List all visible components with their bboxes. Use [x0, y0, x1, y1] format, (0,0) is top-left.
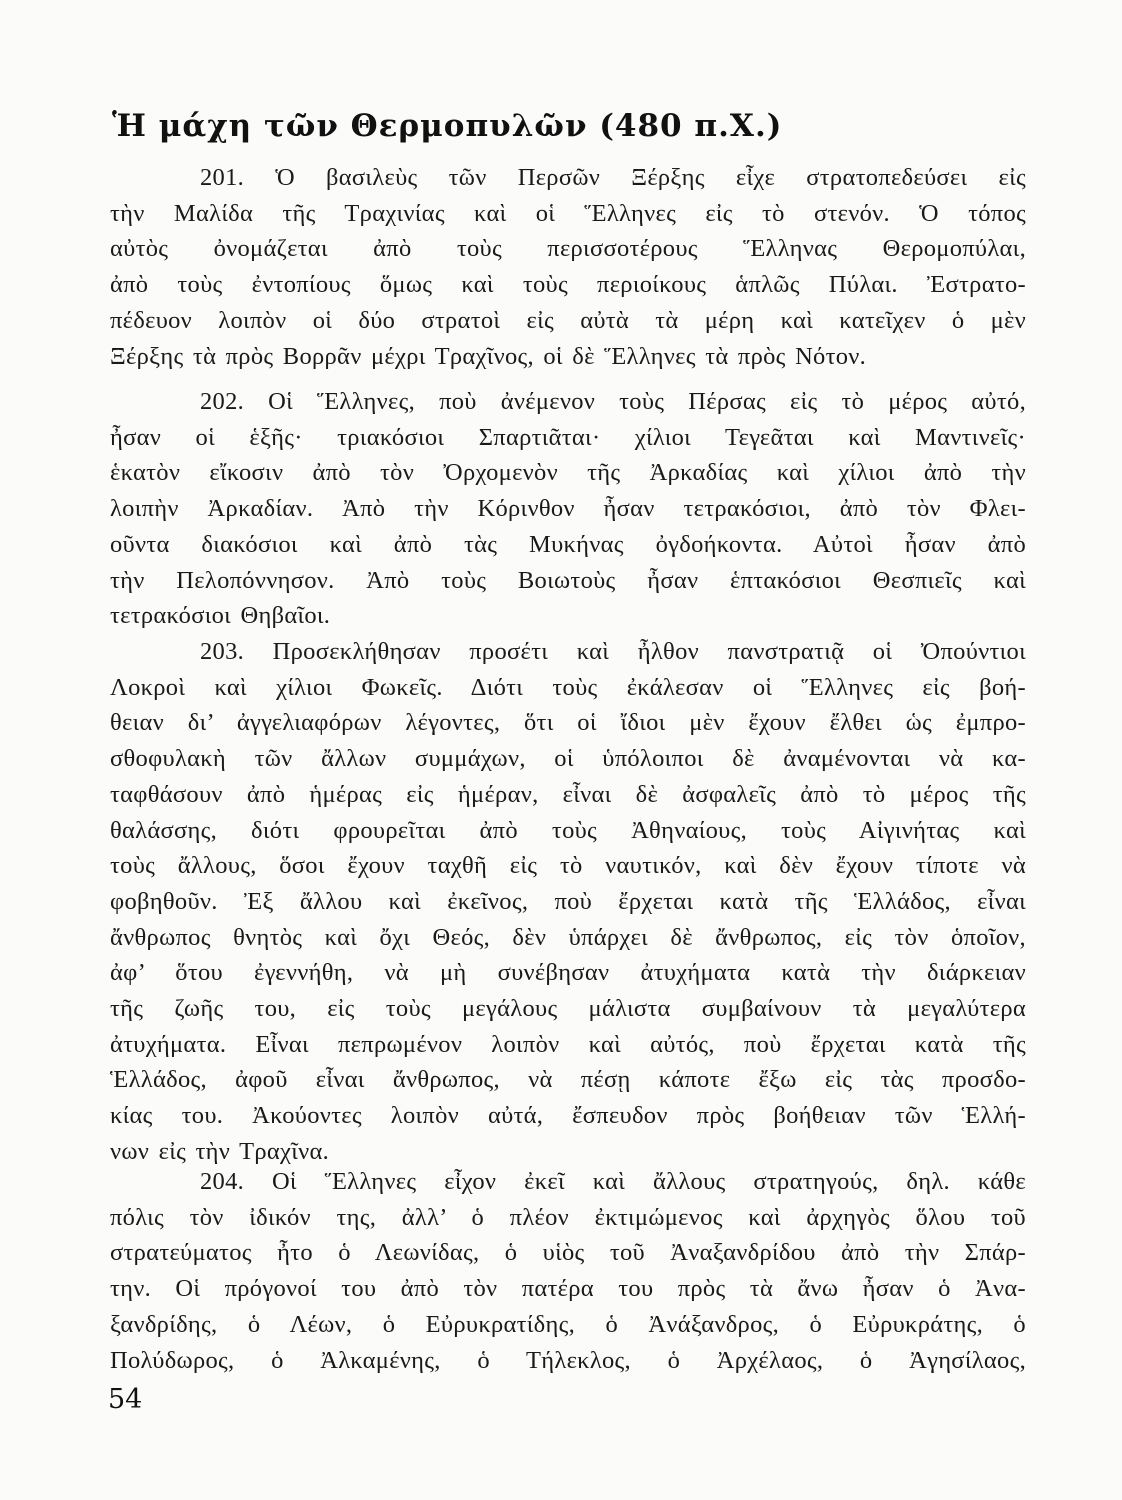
chapter-heading: Ἡ μάχη τῶν Θερμοπυλῶν (480 π.Χ.) [112, 108, 783, 144]
text-line: Λοκροὶ καὶ χίλιοι Φωκεῖς. Διότι τοὺς ἐκάλεσαν οἱ Ἕλληνες εἰς βοή- [110, 673, 1026, 701]
text-line: φοβηθοῦν. Ἐξ ἄλλου καὶ ἐκεῖνος, ποὺ ἔρχεται κατὰ τῆς Ἑλλάδος, εἶναι [110, 887, 1026, 915]
text-line: τὴν Πελοπόννησον. Ἀπὸ τοὺς Βοιωτοὺς ἦσαν ἑπτακόσιοι Θεσπιεῖς καὶ [110, 566, 1026, 594]
text-line: Πολύδωρος, ὁ Ἀλκαμένης, ὁ Τήλεκλος, ὁ Ἀρχέλαος, ὁ Ἀγησίλαος, [110, 1346, 1026, 1374]
text-line: πόλις τὸν ἰδικόν της, ἀλλ’ ὁ πλέον ἐκτιμώμενος καὶ ἀρχηγὸς ὅλου τοῦ [110, 1203, 1026, 1231]
text-line: οῦντα διακόσιοι καὶ ἀπὸ τὰς Μυκήνας ὀγδοήκοντα. Αὐτοὶ ἦσαν ἀπὸ [110, 530, 1026, 558]
paragraph-203 [110, 634, 1026, 1170]
text-line: 203. Προσεκλήθησαν προσέτι καὶ ἦλθον πανστρατιᾷ οἱ Ὀπούντιοι [200, 638, 1026, 665]
page-number: 54 [108, 1384, 143, 1415]
text-line: αὐτὸς ὀνομάζεται ἀπὸ τοὺς περισσοτέρους Ἕλληνας Θερομοπύλαι, [110, 235, 1026, 263]
text-line: θαλάσσης, διότι φρουρεῖται ἀπὸ τοὺς Ἀθηναίους, τοὺς Αἰγινήτας καὶ [110, 816, 1026, 844]
text-line: τετρακόσιοι Θηβαῖοι. [110, 602, 331, 630]
text-line: κίας του. Ἀκούοντες λοιπὸν αὐτά, ἔσπευδον πρὸς βοήθειαν τῶν Ἑλλή- [110, 1102, 1026, 1130]
text-line: 201. Ὁ βασιλεὺς τῶν Περσῶν Ξέρξης εἶχε στρατοπεδεύσει εἰς [200, 164, 1026, 191]
text-line: στρατεύματος ἦτο ὁ Λεωνίδας, ὁ υἱὸς τοῦ Ἀναξανδρίδου ἀπὸ τὴν Σπάρ- [110, 1239, 1026, 1267]
text-line: ἀπὸ τοὺς ἐντοπίους ὅμως καὶ τοὺς περιοίκους ἁπλῶς Πύλαι. Ἐστρατο- [110, 271, 1026, 299]
text-line: νων εἰς τὴν Τραχῖνα. [110, 1137, 330, 1165]
paragraph-204 [110, 1164, 1026, 1378]
text-line: ἀφ’ ὅτου ἐγεννήθη, νὰ μὴ συνέβησαν ἀτυχήματα κατὰ τὴν διάρκειαν [110, 959, 1026, 987]
text-line: Ἑλλάδος, ἀφοῦ εἶναι ἄνθρωπος, νὰ πέσῃ κάποτε ἔξω εἰς τὰς προσδο- [110, 1066, 1026, 1094]
text-line: πέδευον λοιπὸν οἱ δύο στρατοὶ εἰς αὐτὰ τὰ μέρη καὶ κατεῖχεν ὁ μὲν [110, 306, 1026, 334]
text-line: ταφθάσουν ἀπὸ ἡμέρας εἰς ἡμέραν, εἶναι δὲ ἀσφαλεῖς ἀπὸ τὸ μέρος τῆς [110, 780, 1026, 808]
text-line: ἄνθρωπος θνητὸς καὶ ὄχι Θεός, δὲν ὑπάρχει δὲ ἄνθρωπος, εἰς τὸν ὁποῖον, [110, 923, 1026, 951]
text-line: ξανδρίδης, ὁ Λέων, ὁ Εὐρυκρατίδης, ὁ Ἀνάξανδρος, ὁ Εὐρυκράτης, ὁ [110, 1310, 1026, 1338]
paragraph-202 [110, 384, 1026, 634]
text-line: την. Οἱ πρόγονοί του ἀπὸ τὸν πατέρα του πρὸς τὰ ἄνω ἦσαν ὁ Ἀνα- [110, 1275, 1026, 1303]
text-line: ἀτυχήματα. Εἶναι πεπρωμένον λοιπὸν καὶ αὐτός, ποὺ ἔρχεται κατὰ τῆς [110, 1030, 1026, 1058]
text-line: ἦσαν οἱ ἑξῆς· τριακόσιοι Σπαρτιᾶται· χίλιοι Τεγεᾶται καὶ Μαντινεῖς· [110, 423, 1026, 451]
text-line: 202. Οἱ Ἕλληνες, ποὺ ἀνέμενον τοὺς Πέρσας εἰς τὸ μέρος αὐτό, [200, 388, 1026, 415]
paragraph-201 [110, 160, 1026, 374]
text-line: 204. Οἱ Ἕλληνες εἶχον ἐκεῖ καὶ ἄλλους στρατηγούς, δηλ. κάθε [200, 1168, 1026, 1195]
text-line: λοιπὴν Ἀρκαδίαν. Ἀπὸ τὴν Κόρινθον ἦσαν τετρακόσιοι, ἀπὸ τὸν Φλει- [110, 495, 1026, 523]
text-line: θειαν δι’ ἀγγελιαφόρων λέγοντες, ὅτι οἱ ἴδιοι μὲν ἔχουν ἔλθει ὡς ἐμπρο- [110, 709, 1026, 737]
text-line: σθοφυλακὴ τῶν ἄλλων συμμάχων, οἱ ὑπόλοιποι δὲ ἀναμένονται νὰ κα- [110, 745, 1026, 773]
text-line: τοὺς ἄλλους, ὅσοι ἔχουν ταχθῆ εἰς τὸ ναυτικόν, καὶ δὲν ἔχουν τίποτε νὰ [110, 852, 1026, 880]
text-line: ἑκατὸν εἴκοσιν ἀπὸ τὸν Ὀρχομενὸν τῆς Ἀρκαδίας καὶ χίλιοι ἀπὸ τὴν [110, 459, 1026, 487]
text-line: τῆς ζωῆς του, εἰς τοὺς μεγάλους μάλιστα συμβαίνουν τὰ μεγαλύτερα [110, 995, 1026, 1023]
text-line: Ξέρξης τὰ πρὸς Βορρᾶν μέχρι Τραχῖνος, οἱ δὲ Ἕλληνες τὰ πρὸς Νότον. [110, 342, 867, 370]
text-line: τὴν Μαλίδα τῆς Τραχινίας καὶ οἱ Ἕλληνες εἰς τὸ στενόν. Ὁ τόπος [110, 199, 1026, 227]
